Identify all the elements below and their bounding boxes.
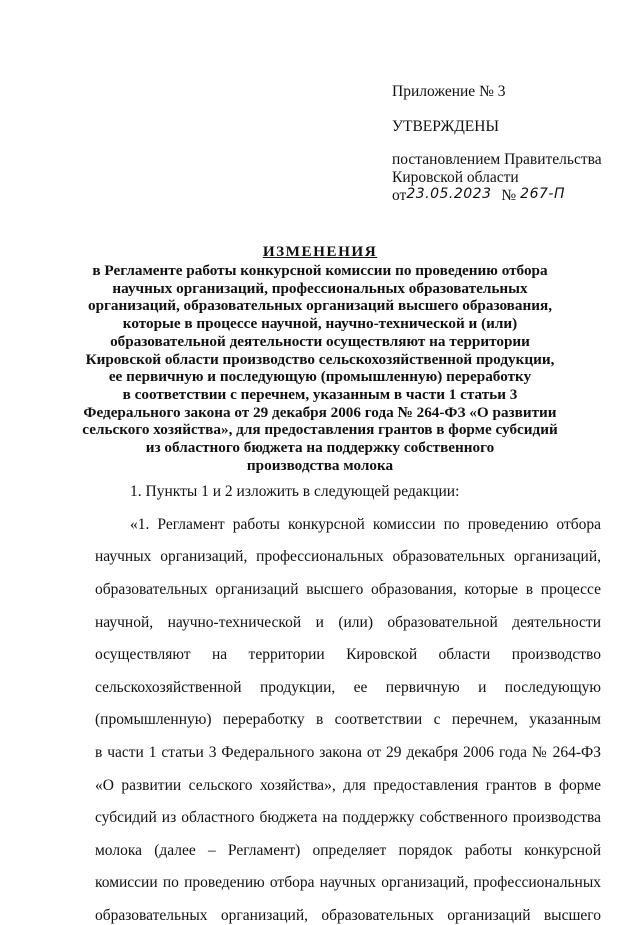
body-text-line: в части 1 статьи 3 Федерального закона от 29 декабря 2006 года № 264-ФЗ bbox=[95, 744, 601, 761]
resolution-line-1: постановлением Правительства bbox=[392, 151, 602, 168]
title-line: образовательной деятельности осуществляют на территории bbox=[110, 332, 530, 350]
title-line: Кировской области производство сельскохозяйственной продукции, bbox=[85, 350, 555, 368]
body-text-line: молока (далее – Регламент) определяет порядок работы конкурсной bbox=[95, 842, 601, 859]
number-prefix: № bbox=[501, 187, 517, 204]
body-text-line: образовательных организаций высшего образования, которые в процессе bbox=[95, 581, 601, 598]
title-line: ее первичную и последующую (промышленную) переработку bbox=[108, 368, 532, 386]
title-line: в Регламенте работы конкурсной комиссии по проведению отбора bbox=[92, 262, 548, 279]
body-text-line: (промышленную) переработку в соответствии с перечнем, указанным bbox=[95, 711, 601, 728]
body-text-line: комиссии по проведению отбора научных организаций, профессиональных bbox=[95, 874, 601, 891]
title-line: организаций, образовательных организаций высшего образования, bbox=[87, 297, 552, 315]
appendix-number: Приложение № 3 bbox=[392, 83, 506, 100]
title-line: из областного бюджета на поддержку собственного bbox=[145, 439, 495, 456]
title-line: производства молока bbox=[246, 456, 394, 474]
body-text-line: образовательных организаций, образовательных организаций высшего bbox=[95, 907, 601, 924]
amendment-item-1: 1. Пункты 1 и 2 изложить в следующей редакции: bbox=[130, 483, 460, 500]
title-line: сельского хозяйства», для предоставления грантов в форме субсидий bbox=[82, 421, 558, 439]
body-text-line: научных организаций, профессиональных образовательных организаций, bbox=[95, 548, 601, 565]
resolution-date-number bbox=[392, 187, 565, 205]
body-text-line: сельскохозяйственной продукции, ее первичную и последующую bbox=[95, 679, 601, 696]
resolution-line-2: Кировской области bbox=[392, 169, 519, 186]
handwritten-date: 23.05.2023 bbox=[406, 186, 492, 202]
body-text-line: научной, научно-технической и (или) образовательной деятельности bbox=[95, 614, 601, 631]
title-line: которые в процессе научной, научно-технической и (или) bbox=[122, 315, 518, 333]
body-text-line: «О развитии сельского хозяйства», для предоставления грантов в форме bbox=[95, 777, 601, 794]
body-text-line: «1. Регламент работы конкурсной комиссии по проведению отбора bbox=[130, 516, 601, 533]
handwritten-number: 267-П bbox=[520, 186, 565, 202]
body-text-line: осуществляют на территории Кировской области производство bbox=[95, 646, 601, 663]
body-text-line: субсидий из областного бюджета на поддержку собственного производства bbox=[95, 809, 601, 826]
document-title: ИЗМЕНЕНИЯ bbox=[262, 243, 378, 260]
title-line: в соответствии с перечнем, указанным в части 1 статьи 3 bbox=[122, 385, 518, 403]
title-line: научных организаций, профессиональных образовательных bbox=[112, 279, 528, 297]
date-prefix: от bbox=[392, 187, 407, 204]
title-line: Федерального закона от 29 декабря 2006 года № 264-ФЗ «О развитии bbox=[83, 403, 557, 421]
approved-label: УТВЕРЖДЕНЫ bbox=[392, 118, 499, 135]
